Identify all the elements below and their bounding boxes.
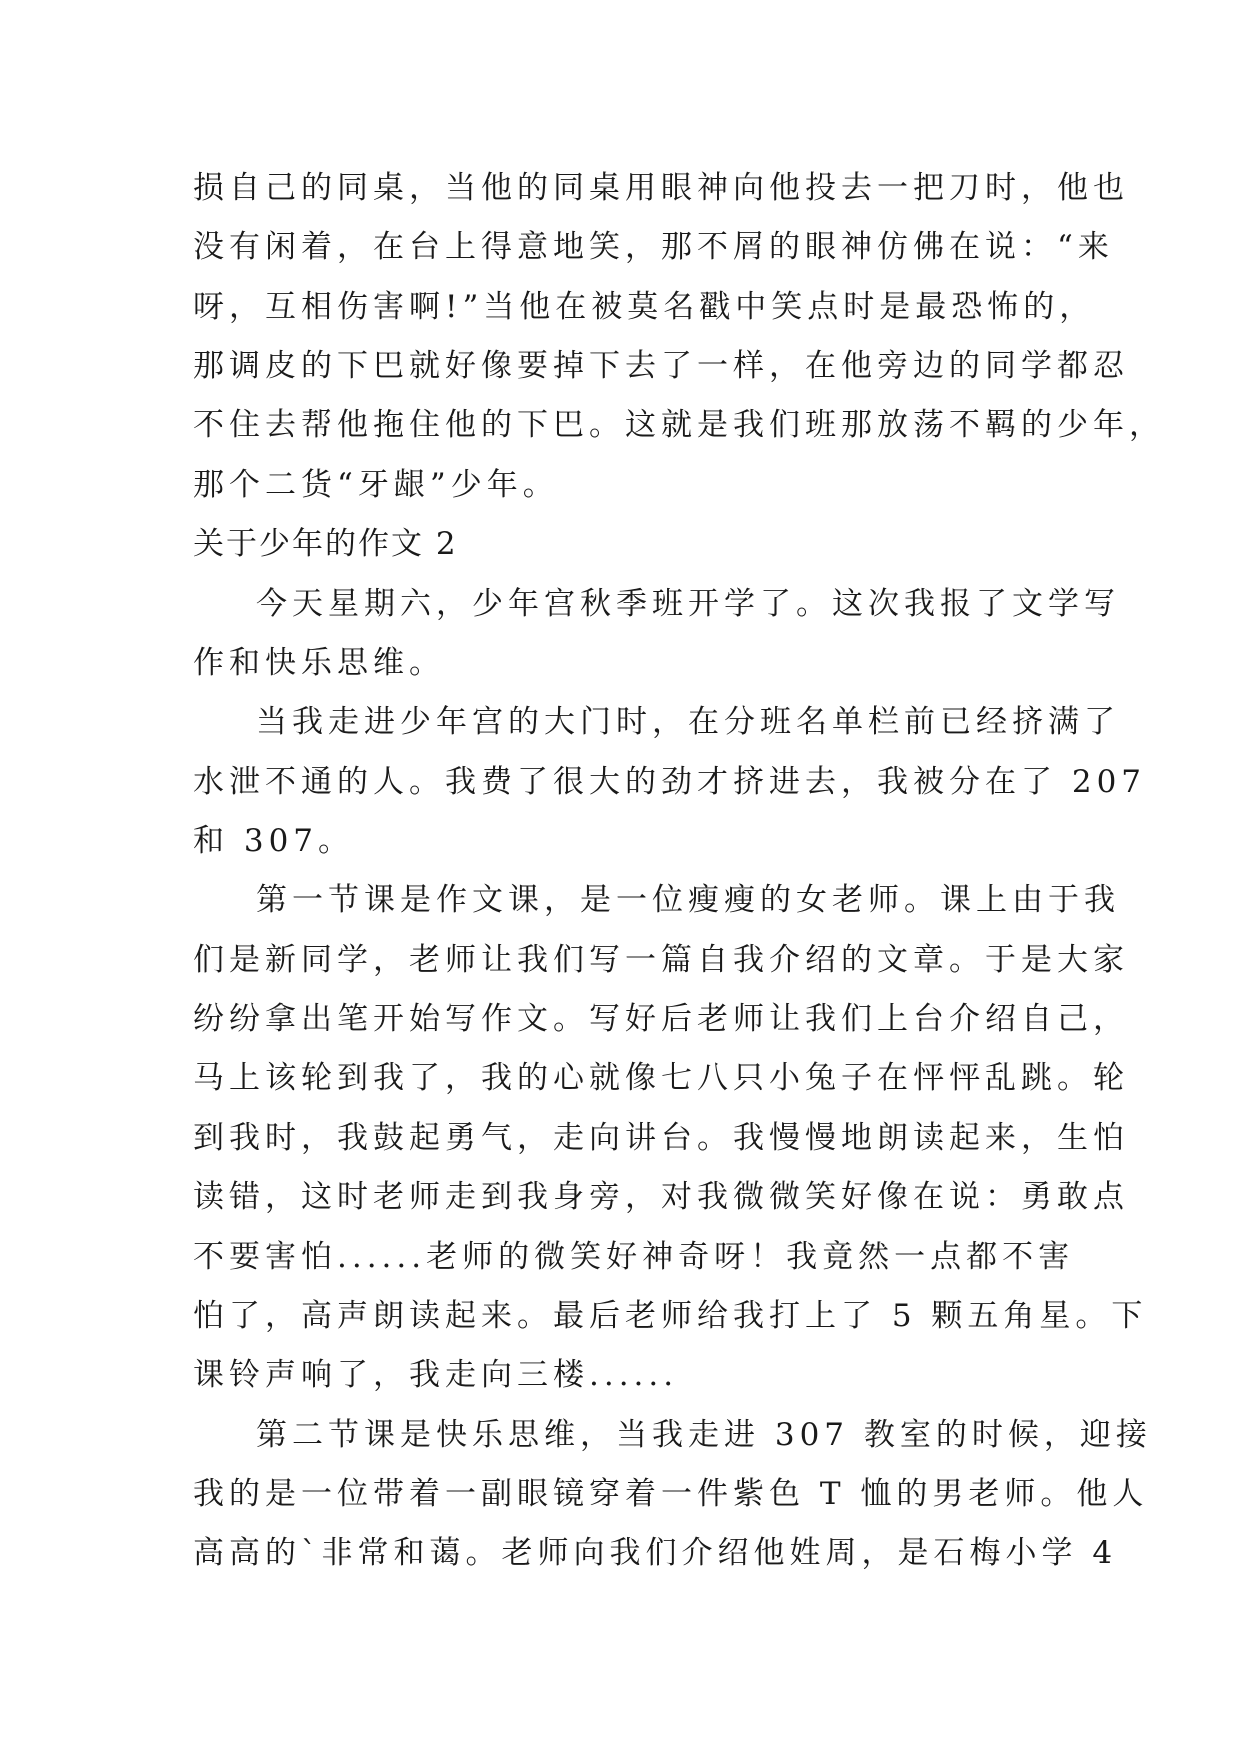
text-line: 水泄不通的人。我费了很大的劲才挤进去，我被分在了 207 bbox=[193, 764, 1147, 800]
text-line: 今天星期六，少年宫秋季班开学了。这次我报了文学写 bbox=[256, 586, 1120, 622]
text-line: 损自己的同桌，当他的同桌用眼神向他投去一把刀时，他也 bbox=[193, 170, 1129, 206]
text-line: 第一节课是作文课，是一位瘦瘦的女老师。课上由于我 bbox=[256, 882, 1120, 918]
text-line: 们是新同学，老师让我们写一篇自我介绍的文章。于是大家 bbox=[193, 942, 1129, 978]
text-line: 第二节课是快乐思维，当我走进 307 教室的时候，迎接 bbox=[256, 1417, 1152, 1453]
text-line: 高高的`非常和蔼。老师向我们介绍他姓周，是石梅小学 4 bbox=[193, 1535, 1118, 1571]
text-line: 没有闲着，在台上得意地笑，那不屑的眼神仿佛在说：“来 bbox=[193, 229, 1114, 265]
text-line: 到我时，我鼓起勇气，走向讲台。我慢慢地朗读起来，生怕 bbox=[193, 1120, 1129, 1156]
text-line: 和 307。 bbox=[193, 823, 355, 859]
text-line: 读错，这时老师走到我身旁，对我微微笑好像在说：勇敢点 bbox=[193, 1179, 1129, 1215]
text-line: 那调皮的下巴就好像要掉下去了一样，在他旁边的同学都忍 bbox=[193, 348, 1129, 384]
text-line: 呀，互相伤害啊!”当他在被莫名戳中笑点时是最恐怖的， bbox=[193, 289, 1096, 325]
section-heading: 关于少年的作文 2 bbox=[193, 526, 458, 562]
text-line: 纷纷拿出笔开始写作文。写好后老师让我们上台介绍自己， bbox=[193, 1001, 1129, 1037]
text-line: 不要害怕......老师的微笑好神奇呀！我竟然一点都不害 bbox=[193, 1239, 1075, 1275]
text-line: 怕了，高声朗读起来。最后老师给我打上了 5 颗五角星。下 bbox=[193, 1298, 1148, 1334]
text-line: 课铃声响了，我走向三楼...... bbox=[193, 1357, 679, 1393]
text-line: 作和快乐思维。 bbox=[193, 645, 445, 681]
text-line: 当我走进少年宫的大门时，在分班名单栏前已经挤满了 bbox=[256, 704, 1120, 740]
text-line: 马上该轮到我了，我的心就像七八只小兔子在怦怦乱跳。轮 bbox=[193, 1060, 1129, 1096]
text-line: 我的是一位带着一副眼镜穿着一件紫色 T 恤的男老师。他人 bbox=[193, 1476, 1149, 1512]
text-line: 那个二货“牙龈”少年。 bbox=[193, 467, 559, 503]
text-line: 不住去帮他拖住他的下巴。这就是我们班那放荡不羁的少年， bbox=[193, 407, 1165, 443]
